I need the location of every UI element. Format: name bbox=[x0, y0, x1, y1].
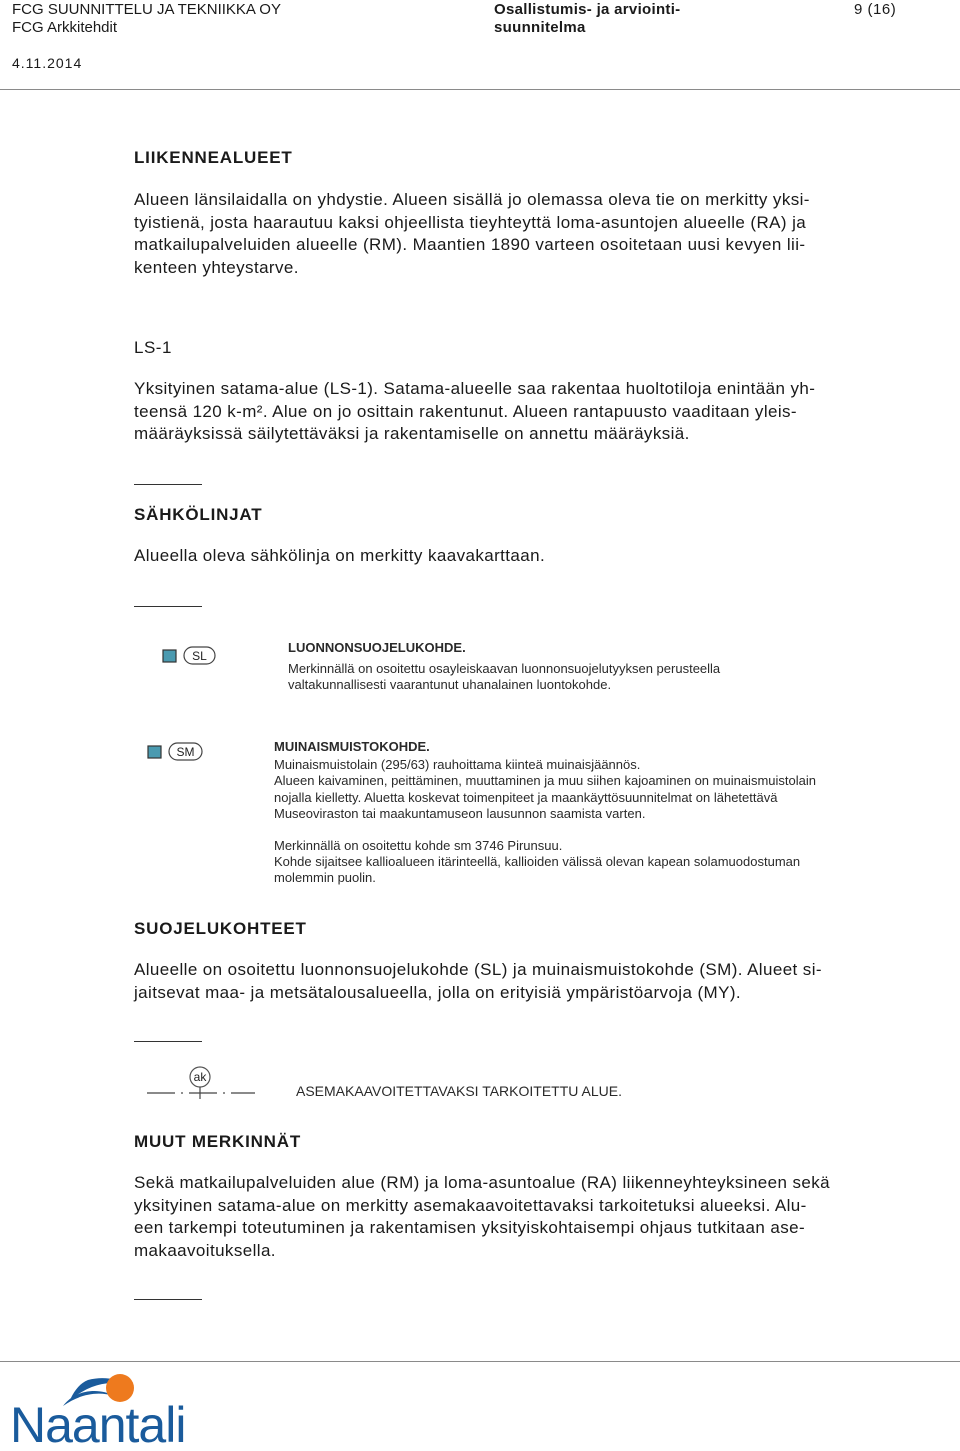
company-name: FCG SUUNNITTELU JA TEKNIIKKA OY bbox=[12, 1, 281, 18]
naantali-logo bbox=[8, 1366, 208, 1451]
text-line: Yksityinen satama-alue (LS-1). Satama-alueelle saa rakentaa huoltotiloja enintään yh- bbox=[134, 379, 816, 398]
section-separator bbox=[134, 1041, 202, 1042]
text-line: makaavoituksella. bbox=[134, 1240, 276, 1260]
paragraph-sahkolinjat bbox=[134, 545, 954, 568]
legend-spacer bbox=[274, 823, 816, 838]
naantali-logo-icon bbox=[8, 1366, 208, 1446]
legend-sl-title: LUONNONSUOJELUKOHDE. bbox=[288, 640, 466, 655]
legend-line: Alueen kaivaminen, peittäminen, muuttaminen ja muu siihen kajoaminen on muinaismuistolain bbox=[274, 773, 816, 789]
heading-liikennealueet: LIIKENNEALUEET bbox=[134, 148, 293, 167]
legend-line: Museoviraston tai maakuntamuseon lausunnon saamista varten. bbox=[274, 806, 646, 822]
company-department: FCG Arkkitehdit bbox=[12, 19, 118, 36]
text-line: matkailupalveluiden alueelle (RM). Maantien 1890 varteen osoitetaan uusi kevyen lii- bbox=[134, 235, 806, 254]
text-line: teensä 120 k-m². Alue on jo osittain rakentunut. Alueen rantapuusto vaaditaan yleis- bbox=[134, 401, 797, 421]
paragraph-liikennealueet bbox=[134, 189, 954, 279]
legend-line: molemmin puolin. bbox=[274, 870, 376, 886]
document-date: 4.11.2014 bbox=[12, 55, 83, 71]
legend-ak-title: ASEMAKAAVOITETTAVAKSI TARKOITETTU ALUE. bbox=[296, 1083, 622, 1099]
paragraph-muut-merkinnat bbox=[134, 1172, 954, 1262]
text-line: määräyksissä säilytettäväksi ja rakentamiselle on annettu määräyksiä. bbox=[134, 424, 690, 443]
page-number: 9 (16) bbox=[854, 1, 897, 18]
footer-rule bbox=[0, 1361, 960, 1362]
text-line: yksityinen satama-alue on merkitty asemakaavoitettavaksi tarkoitetuksi alueeksi. Alu- bbox=[134, 1195, 807, 1215]
naantali-logo-text: Naantali bbox=[10, 1397, 186, 1446]
legend-sl-text bbox=[288, 661, 720, 694]
text-line: tyistienä, josta haarautuu kaksi ohjeellista tieyhteyttä loma-asuntojen alueelle (RA) ja bbox=[134, 212, 807, 232]
text-line: Alueella oleva sähkölinja on merkitty kaavakarttaan. bbox=[134, 546, 546, 565]
heading-muut-merkinnat: MUUT MERKINNÄT bbox=[134, 1132, 302, 1151]
sm-symbol-label: SM bbox=[176, 745, 195, 759]
paragraph-suojelukohteet bbox=[134, 959, 954, 1004]
legend-line: nojalla kielletty. Aluetta koskevat toimenpiteet ja maankäyttösuunnitelmat on lähetettävä bbox=[274, 789, 778, 805]
header-rule bbox=[0, 89, 960, 90]
section-separator bbox=[134, 1299, 202, 1300]
legend-sm-text bbox=[274, 757, 816, 887]
legend-line: Merkinnällä on osoitettu osayleiskaavan luonnonsuojelutyyksen perusteella bbox=[288, 661, 721, 676]
sm-symbol-icon bbox=[147, 741, 205, 763]
heading-sahkolinjat: SÄHKÖLINJAT bbox=[134, 505, 263, 524]
sl-symbol-icon bbox=[162, 645, 218, 667]
text-line: jaitsevat maa- ja metsätalousalueella, jolla on erityisiä ympäristöarvoja (MY). bbox=[134, 982, 742, 1002]
legend-line: valtakunnallisesti vaarantunut uhanalainen luontokohde. bbox=[288, 677, 612, 693]
document-title: Osallistumis- ja arviointi- bbox=[494, 1, 681, 18]
legend-line: Muinaismuistolain (295/63) rauhoittama kiinteä muinaisjäännös. bbox=[274, 757, 641, 772]
section-separator bbox=[134, 606, 202, 607]
heading-ls1: LS-1 bbox=[134, 338, 172, 357]
text-line: Alueelle on osoitettu luonnonsuojelukohde (SL) ja muinaismuistokohde (SM). Alueet si- bbox=[134, 960, 822, 979]
sl-symbol-label: SL bbox=[192, 649, 207, 663]
section-separator bbox=[134, 484, 202, 485]
text-line: Alueen länsilaidalla on yhdystie. Alueen sisällä jo olemassa oleva tie on merkitty yksi- bbox=[134, 190, 810, 209]
legend-sm-title: MUINAISMUISTOKOHDE. bbox=[274, 739, 430, 754]
paragraph-ls1 bbox=[134, 378, 954, 446]
text-line: kenteen yhteystarve. bbox=[134, 257, 299, 277]
ak-symbol-label: ak bbox=[193, 1070, 207, 1084]
ak-boundary-icon bbox=[145, 1066, 257, 1100]
legend-line: Merkinnällä on osoitettu kohde sm 3746 Pirunsuu. bbox=[274, 837, 563, 853]
legend-line: Kohde sijaitsee kallioalueen itärinteellä, kallioiden välissä olevan kapean solamuodostuman bbox=[274, 854, 801, 870]
heading-suojelukohteet: SUOJELUKOHTEET bbox=[134, 919, 307, 938]
text-line: een tarkempi toteutuminen ja rakentamisen yksityiskohtaisempi ohjaus tutkitaan ase- bbox=[134, 1218, 806, 1237]
document-title-cont: suunnitelma bbox=[494, 19, 586, 36]
text-line: Sekä matkailupalveluiden alue (RM) ja loma-asuntoalue (RA) liikenneyhteyksineen sekä bbox=[134, 1173, 830, 1192]
